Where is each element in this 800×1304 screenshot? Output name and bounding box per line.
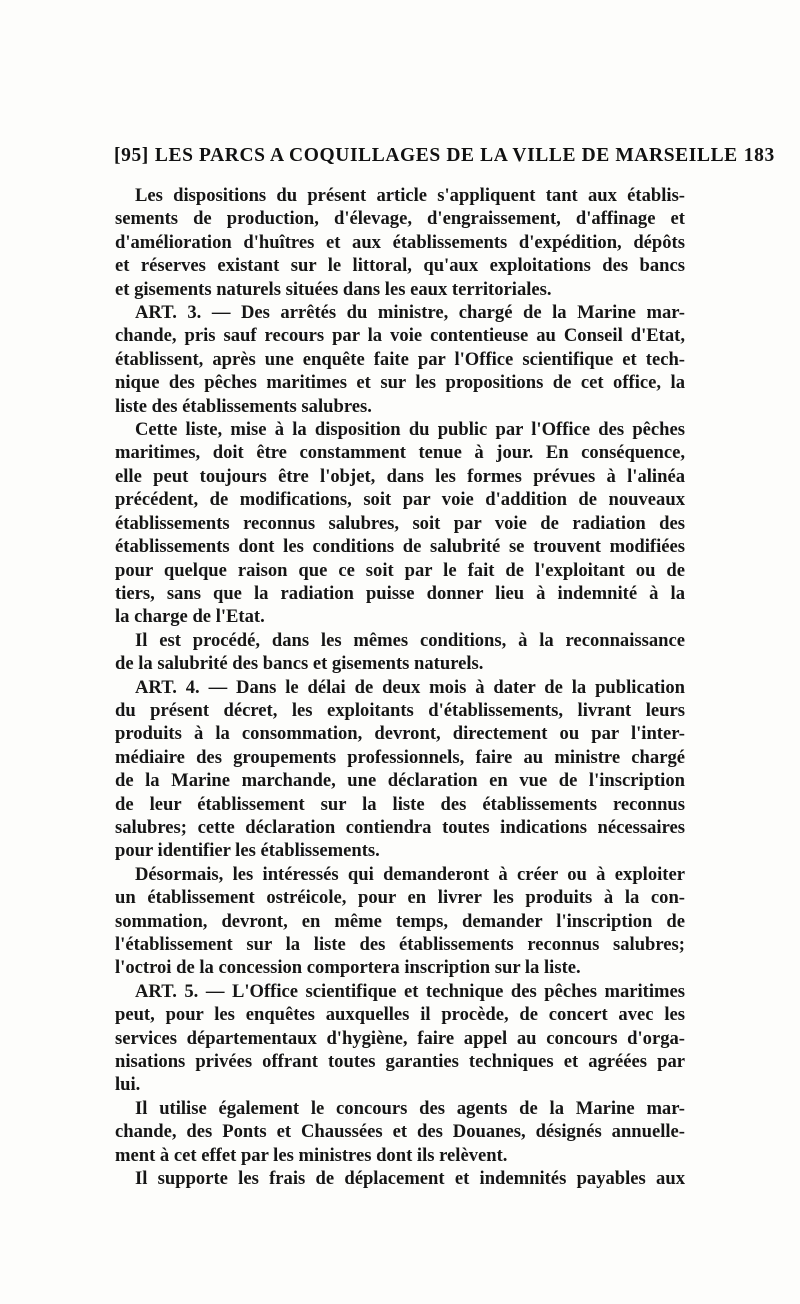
text-line: la charge de l'Etat. <box>115 606 265 628</box>
text-line: produits à la consommation, devront, directement ou par l'inter- <box>115 723 685 745</box>
text-line: peut, pour les enquêtes auxquelles il procède, de concert avec les <box>115 1004 685 1026</box>
text-line: l'établissement sur la liste des établissements reconnus salubres; <box>115 934 685 955</box>
text-line: lui. <box>115 1074 141 1096</box>
text-line: Il supporte les frais de déplacement et indemnités payables aux <box>135 1168 685 1190</box>
text-line: pour quelque raison que ce soit par le fait de l'exploitant ou de <box>115 559 685 581</box>
text-line: Les dispositions du présent article s'appliquent tant aux établis- <box>135 185 685 206</box>
text-line: sommation, devront, en même temps, demander l'inscription de <box>115 910 685 932</box>
text-line: chande, des Ponts et Chaussées et des Douanes, désignés annuelle- <box>115 1121 685 1143</box>
text-line: et gisements naturels situées dans les eaux territoriales. <box>115 278 552 300</box>
text-line: elle peut toujours être l'objet, dans les formes prévues à l'alinéa <box>115 465 685 487</box>
text-line: nisations privées offrant toutes garanties techniques et agréées par <box>115 1051 685 1073</box>
header-section-marker: [95] <box>114 145 149 166</box>
text-line: nique des pêches maritimes et sur les propositions de cet office, la <box>115 372 685 394</box>
text-line: établissements reconnus salubres, soit par voie de radiation des <box>115 512 685 534</box>
header-title: LES PARCS A COQUILLAGES DE LA VILLE DE MARSEILLE <box>154 145 738 166</box>
running-header <box>114 145 775 167</box>
text-line: l'octroi de la concession comportera inscription sur la liste. <box>115 957 581 979</box>
text-line: médiaire des groupements professionnels, faire au ministre chargé <box>115 746 685 768</box>
text-line: ment à cet effet par les ministres dont ils relèvent. <box>115 1144 508 1166</box>
text-line: un établissement ostréicole, pour en livrer les produits à la con- <box>115 887 685 909</box>
text-line: liste des établissements salubres. <box>115 395 372 417</box>
text-line: précédent, de modifications, soit par voie d'addition de nouveaux <box>115 489 685 511</box>
text-line: ART. 3. — Des arrêtés du ministre, chargé de la Marine mar- <box>135 302 685 324</box>
text-line: établissements dont les conditions de salubrité se trouvent modifiées <box>115 536 685 558</box>
text-line: de leur établissement sur la liste des établissements reconnus <box>115 793 685 815</box>
text-line: du présent décret, les exploitants d'établissements, livrant leurs <box>115 699 685 721</box>
text-line: ART. 4. — Dans le délai de deux mois à dater de la publication <box>135 676 685 698</box>
text-line: Il utilise également le concours des agents de la Marine mar- <box>135 1097 685 1119</box>
text-line: pour identifier les établissements. <box>115 840 380 862</box>
text-line: chande, pris sauf recours par la voie contentieuse au Conseil d'Etat, <box>115 325 685 347</box>
text-line: Il est procédé, dans les mêmes conditions, à la reconnaissance <box>135 629 685 651</box>
text-line: services départementaux d'hygiène, faire appel au concours d'orga- <box>115 1027 685 1049</box>
text-line: et réserves existant sur le littoral, qu'aux exploitations des bancs <box>115 255 685 277</box>
text-line: Cette liste, mise à la disposition du public par l'Office des pêches <box>135 419 685 441</box>
text-line: ART. 5. — L'Office scientifique et technique des pêches maritimes <box>135 980 685 1002</box>
text-line: Désormais, les intéressés qui demanderont à créer ou à exploiter <box>135 863 685 885</box>
page-number: 183 <box>743 145 775 166</box>
text-line: tiers, sans que la radiation puisse donner lieu à indemnité à la <box>115 582 685 604</box>
text-line: de la Marine marchande, une déclaration en vue de l'inscription <box>115 770 685 792</box>
text-line: de la salubrité des bancs et gisements naturels. <box>115 653 484 675</box>
text-line: maritimes, doit être constamment tenue à jour. En conséquence, <box>115 442 685 464</box>
text-line: établissent, après une enquête faite par l'Office scientifique et tech- <box>115 348 685 370</box>
body-text <box>115 184 685 1190</box>
text-line: d'amélioration d'huîtres et aux établissements d'expédition, dépôts <box>115 231 685 253</box>
text-line: sements de production, d'élevage, d'engraissement, d'affinage et <box>115 208 685 230</box>
text-line: salubres; cette déclaration contiendra toutes indications nécessaires <box>115 816 685 838</box>
